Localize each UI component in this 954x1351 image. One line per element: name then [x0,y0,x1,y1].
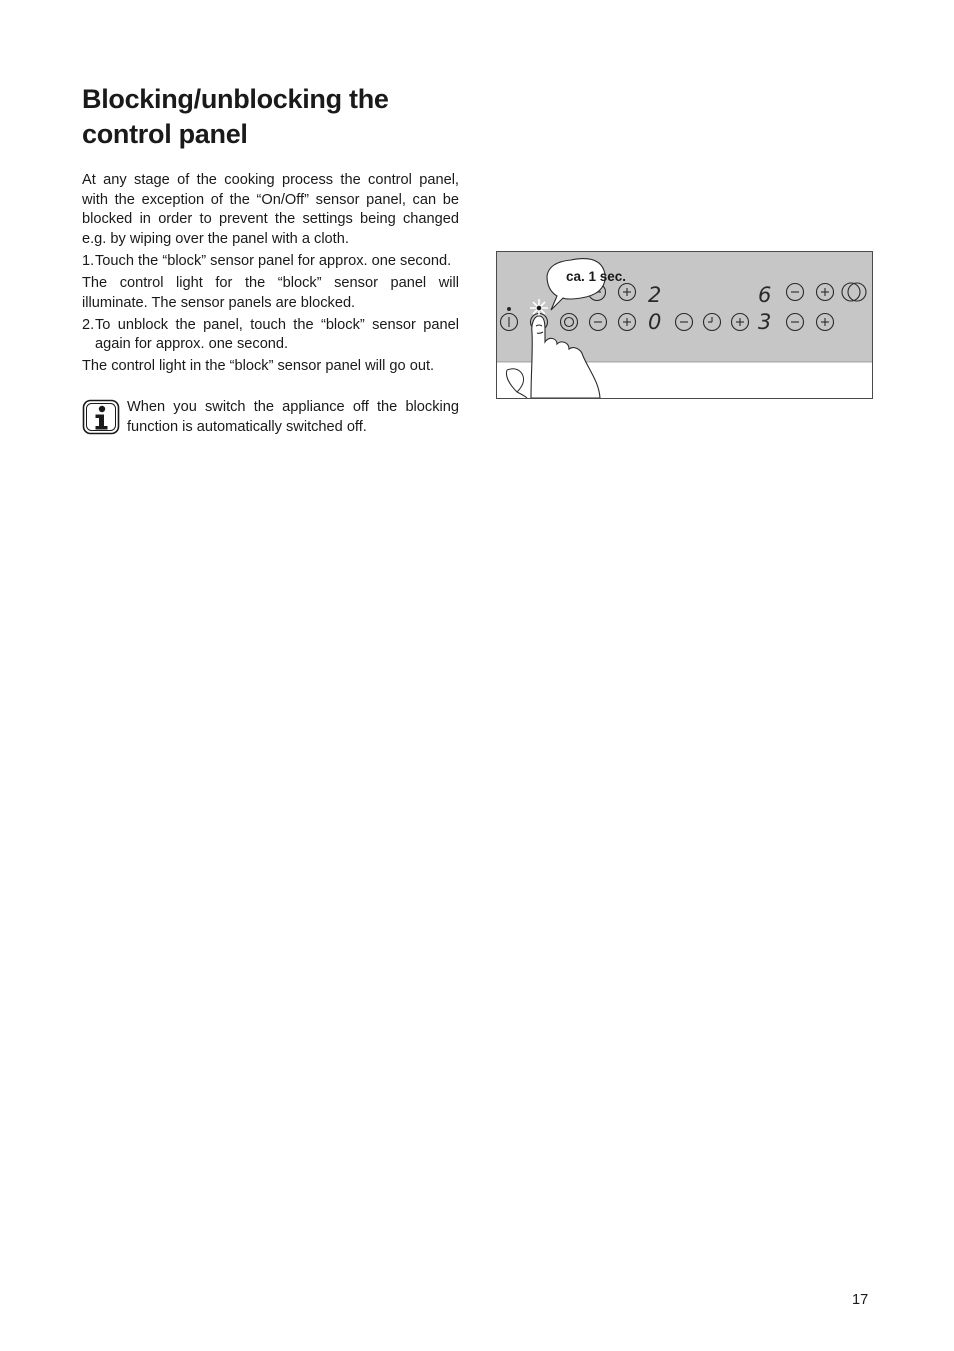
step-2 [82,316,459,355]
page-number: 17 [852,1292,869,1308]
body-text-column [82,171,459,437]
step-2-number: 2. [82,316,95,333]
step-1 [82,252,459,272]
display-digit-bottom-right: 3 [758,310,772,334]
step-1-text: Touch the “block” sensor panel for approx. one second. [95,252,452,269]
control-panel-drawing [497,252,872,398]
info-icon [82,399,120,435]
step-1-number: 1. [82,252,95,269]
page-title-line-2: control panel [82,119,248,149]
step-2-text: To unblock the panel, touch the “block” sensor panel again for approx. one second. [95,316,459,353]
page-title-line-1: Blocking/unblocking the [82,84,389,114]
intro-paragraph: At any stage of the cooking process the control panel, with the exception of the “On/Off” sensor panel, can be blocked in order to prevent the settings being changed e.g. by wiping over the panel with a cloth. [82,172,459,247]
resting-hand-icon [506,369,527,398]
display-digit-bottom-left: 0 [648,310,662,334]
page-title [82,82,482,152]
display-digit-top-left: 2 [648,283,662,307]
step-2-result: The control light in the “block” sensor panel will go out. [82,358,435,375]
info-note-text: When you switch the appliance off the blocking function is automatically switched off. [127,398,459,435]
step-1-result: The control light for the “block” sensor panel will illuminate. The sensor panels are blocked. [82,274,459,311]
control-panel-illustration [496,251,873,399]
callout-text: ca. 1 sec. [566,269,627,284]
display-digit-top-right: 6 [758,283,772,307]
info-note [82,398,459,437]
